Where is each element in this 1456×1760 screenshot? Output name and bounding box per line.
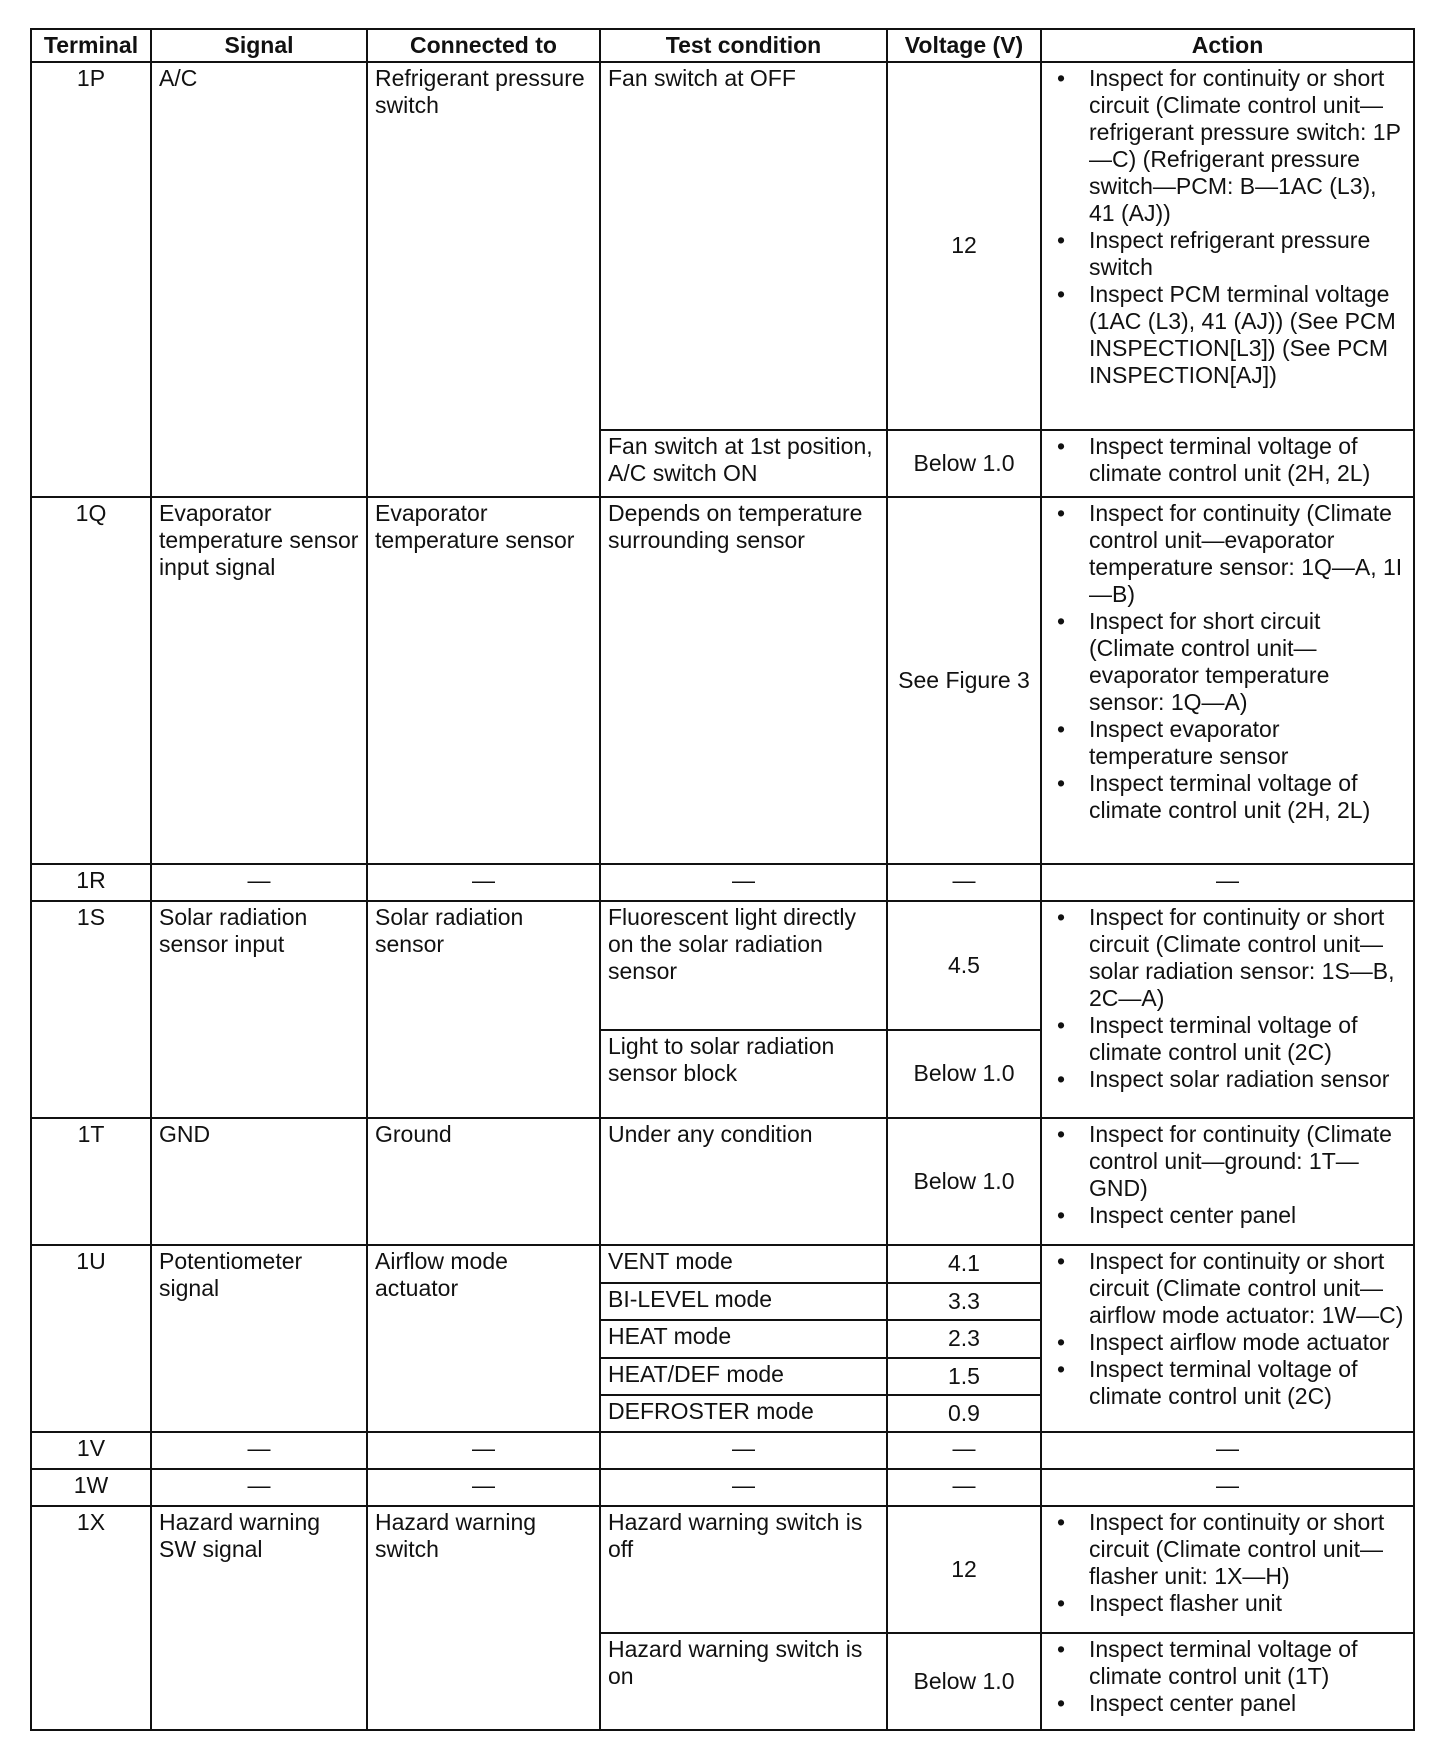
action-cell [1041,1245,1414,1432]
action-item: • Inspect terminal voltage of climate control unit (2H, 2L) [1089,770,1406,824]
header-row [31,29,1414,62]
action-cell [1041,901,1414,1118]
action-item: • Inspect center panel [1089,1202,1406,1229]
action-item: • Inspect airflow mode actuator [1089,1329,1406,1356]
action-item: • Inspect center panel [1089,1690,1406,1717]
voltage-cell: Below 1.0 [887,1030,1041,1119]
table-row [31,1432,1414,1469]
table-row [31,497,1414,865]
action-list [1049,1636,1406,1717]
action-item: • Inspect for continuity or short circuit (Climate control unit—refrigerant pressure switch: 1P—C) (Refrigerant pressure switch—PCM: B—1AC (L3), 41 (AJ)) [1089,65,1406,227]
action-list [1049,65,1406,389]
condition-cell: Under any condition [600,1118,887,1245]
action-cell [1041,1506,1414,1633]
dash-cell: — [887,1432,1041,1469]
table-row [31,864,1414,901]
condition-cell: Light to solar radiation sensor block [600,1030,887,1119]
dash-cell: — [1041,1432,1414,1469]
action-item: • Inspect flasher unit [1089,1590,1406,1617]
action-list [1049,1248,1406,1410]
dash-cell: — [151,864,367,901]
dash-cell: — [600,1432,887,1469]
action-item: • Inspect terminal voltage of climate control unit (2C) [1089,1356,1406,1410]
action-list [1049,433,1406,487]
action-cell [1041,1118,1414,1245]
voltage-cell: 4.1 [887,1245,1041,1282]
dash-cell: — [151,1469,367,1506]
dash-cell: — [1041,1469,1414,1506]
dash-cell: — [600,1469,887,1506]
terminal-cell: 1V [31,1432,151,1469]
signal-cell: A/C [151,62,367,497]
voltage-cell: 0.9 [887,1395,1041,1432]
voltage-cell: 2.3 [887,1320,1041,1357]
header-voltage: Voltage (V) [887,29,1041,62]
action-cell [1041,1633,1414,1730]
condition-cell: HEAT mode [600,1320,887,1357]
condition-cell: Hazard warning switch is off [600,1506,887,1633]
table-row [31,1469,1414,1506]
action-item: • Inspect for continuity or short circuit (Climate control unit—solar radiation sensor: 1S—B, 2C—A) [1089,904,1406,1012]
terminal-cell: 1S [31,901,151,1118]
terminal-cell: 1U [31,1245,151,1432]
header-signal: Signal [151,29,367,62]
condition-cell: BI-LEVEL mode [600,1283,887,1320]
header-test-condition: Test condition [600,29,887,62]
terminal-cell: 1P [31,62,151,497]
dash-cell: — [887,864,1041,901]
action-item: • Inspect for continuity or short circuit (Climate control unit—airflow mode actuator: 1W—C) [1089,1248,1406,1329]
dash-cell: — [887,1469,1041,1506]
action-item: • Inspect terminal voltage of climate control unit (2H, 2L) [1089,433,1406,487]
terminal-cell: 1X [31,1506,151,1730]
terminal-cell: 1Q [31,497,151,865]
connected-cell: Ground [367,1118,600,1245]
action-item: • Inspect for short circuit (Climate control unit—evaporator temperature sensor: 1Q—A) [1089,608,1406,716]
signal-cell: Hazard warning SW signal [151,1506,367,1730]
signal-cell: Solar radiation sensor input [151,901,367,1118]
header-connected-to: Connected to [367,29,600,62]
voltage-cell: 3.3 [887,1283,1041,1320]
action-item: • Inspect terminal voltage of climate control unit (1T) [1089,1636,1406,1690]
action-item: • Inspect evaporator temperature sensor [1089,716,1406,770]
table-row [31,62,1414,430]
connected-cell: Solar radiation sensor [367,901,600,1118]
action-cell [1041,497,1414,865]
terminal-cell: 1T [31,1118,151,1245]
table-row [31,1506,1414,1633]
connected-cell: Hazard warning switch [367,1506,600,1730]
condition-cell: Depends on temperature surrounding sensor [600,497,887,865]
action-item: • Inspect for continuity (Climate control unit—ground: 1T—GND) [1089,1121,1406,1202]
action-cell [1041,62,1414,430]
signal-cell: Evaporator temperature sensor input signal [151,497,367,865]
condition-cell: Fan switch at 1st position, A/C switch ON [600,430,887,497]
voltage-cell: See Figure 3 [887,497,1041,865]
condition-cell: DEFROSTER mode [600,1395,887,1432]
terminal-cell: 1R [31,864,151,901]
connected-cell: Airflow mode actuator [367,1245,600,1432]
action-item: • Inspect terminal voltage of climate control unit (2C) [1089,1012,1406,1066]
condition-cell: VENT mode [600,1245,887,1282]
condition-cell: HEAT/DEF mode [600,1358,887,1395]
terminal-inspection-table [30,28,1415,1731]
terminal-cell: 1W [31,1469,151,1506]
action-list [1049,1509,1406,1617]
dash-cell: — [367,1469,600,1506]
condition-cell: Fluorescent light directly on the solar radiation sensor [600,901,887,1030]
connected-cell: Refrigerant pressure switch [367,62,600,497]
action-list [1049,1121,1406,1229]
condition-cell: Hazard warning switch is on [600,1633,887,1730]
voltage-cell: Below 1.0 [887,1633,1041,1730]
table-row [31,901,1414,1030]
action-cell [1041,430,1414,497]
signal-cell: GND [151,1118,367,1245]
action-list [1049,500,1406,824]
voltage-cell: 4.5 [887,901,1041,1030]
voltage-cell: Below 1.0 [887,1118,1041,1245]
connected-cell: Evaporator temperature sensor [367,497,600,865]
dash-cell: — [367,1432,600,1469]
table-row [31,1118,1414,1245]
action-item: • Inspect solar radiation sensor [1089,1066,1406,1093]
voltage-cell: 1.5 [887,1358,1041,1395]
action-item: • Inspect PCM terminal voltage (1AC (L3), 41 (AJ)) (See PCM INSPECTION[L3]) (See PCM INSPECTION[AJ]) [1089,281,1406,389]
signal-cell: Potentiometer signal [151,1245,367,1432]
condition-cell: Fan switch at OFF [600,62,887,430]
action-item: • Inspect for continuity or short circuit (Climate control unit—flasher unit: 1X—H) [1089,1509,1406,1590]
voltage-cell: 12 [887,62,1041,430]
dash-cell: — [151,1432,367,1469]
voltage-cell: Below 1.0 [887,430,1041,497]
voltage-cell: 12 [887,1506,1041,1633]
dash-cell: — [600,864,887,901]
action-item: • Inspect for continuity (Climate control unit—evaporator temperature sensor: 1Q—A, 1I—B) [1089,500,1406,608]
action-list [1049,904,1406,1093]
dash-cell: — [367,864,600,901]
header-action: Action [1041,29,1414,62]
action-item: • Inspect refrigerant pressure switch [1089,227,1406,281]
dash-cell: — [1041,864,1414,901]
header-terminal: Terminal [31,29,151,62]
table-row [31,1245,1414,1282]
